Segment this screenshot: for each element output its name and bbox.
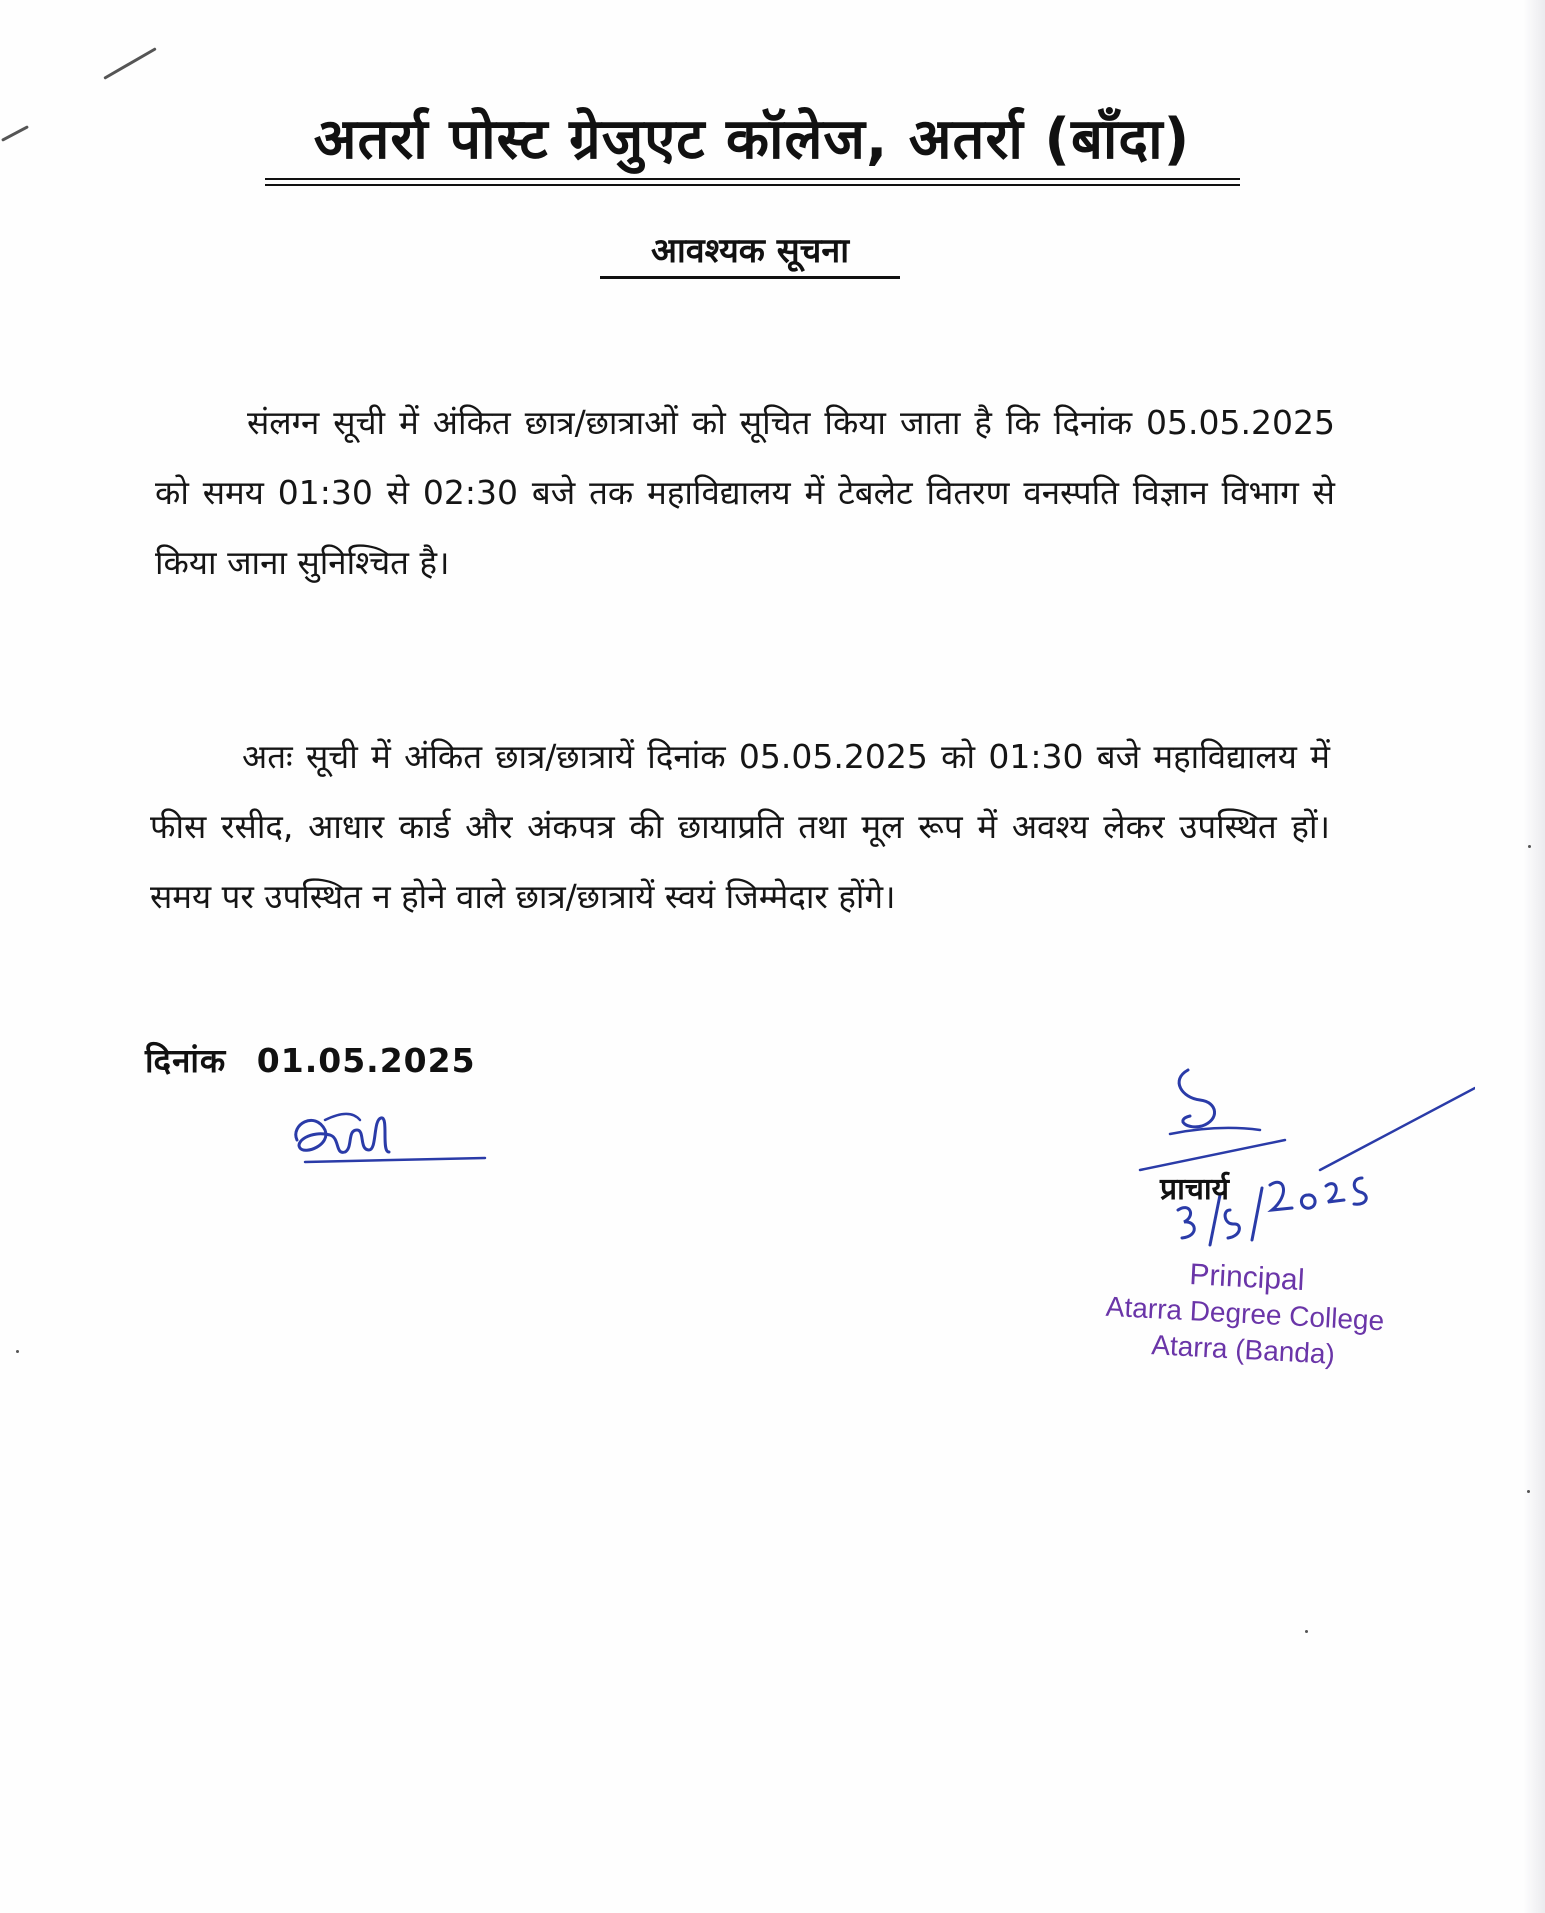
scan-speck <box>1528 845 1531 848</box>
stamp-line-2: Atarra Degree College <box>1105 1290 1385 1337</box>
issue-date <box>145 1036 476 1086</box>
staple-mark <box>1 125 29 142</box>
stamp-line-1: Principal <box>1188 1258 1306 1298</box>
clerk-signature <box>285 1100 495 1180</box>
scan-edge-shadow <box>1523 0 1545 1913</box>
staple-mark <box>103 47 156 80</box>
date-label: दिनांक <box>145 1041 227 1080</box>
stamp-line-3: Atarra (Banda) <box>1150 1329 1336 1370</box>
title-underline <box>265 178 1240 180</box>
principal-stamp <box>1077 1251 1412 1376</box>
date-value: 01.05.2025 <box>256 1041 476 1080</box>
notice-heading: आवश्यक सूचना <box>600 226 900 279</box>
principal-signature <box>1130 1060 1475 1260</box>
scan-speck <box>16 1350 19 1353</box>
notice-paragraph-2 <box>150 722 1330 932</box>
title-underline-second <box>265 184 1240 186</box>
scan-speck <box>1527 1490 1530 1493</box>
signatory-title: प्राचार्य <box>1160 1172 1230 1207</box>
paragraph-text: संलग्न सूची में अंकित छात्र/छात्राओं को सूचित किया जाता है कि दिनांक 05.05.2025 को समय 01:30 से 02:30 बजे तक महाविद्यालय में टेबलेट वितरण वनस्पति विज्ञान विभाग से किया जाना सुनिश्चित है। <box>155 403 1335 582</box>
paragraph-text: अतः सूची में अंकित छात्र/छात्रायें दिनांक 05.05.2025 को 01:30 बजे महाविद्यालय में फीस रसीद, आधार कार्ड और अंकपत्र की छायाप्रति तथा मूल रूप में अवश्य लेकर उपस्थित हों। समय पर उपस्थित न होने वाले छात्र/छात्रायें स्वयं जिम्मेदार होंगे। <box>150 737 1330 916</box>
notice-paragraph-1 <box>155 388 1335 598</box>
scan-speck <box>1305 1630 1308 1633</box>
college-title: अतर्रा पोस्ट ग्रेजुएट कॉलेज, अतर्रा (बाँदा) <box>313 107 1191 172</box>
